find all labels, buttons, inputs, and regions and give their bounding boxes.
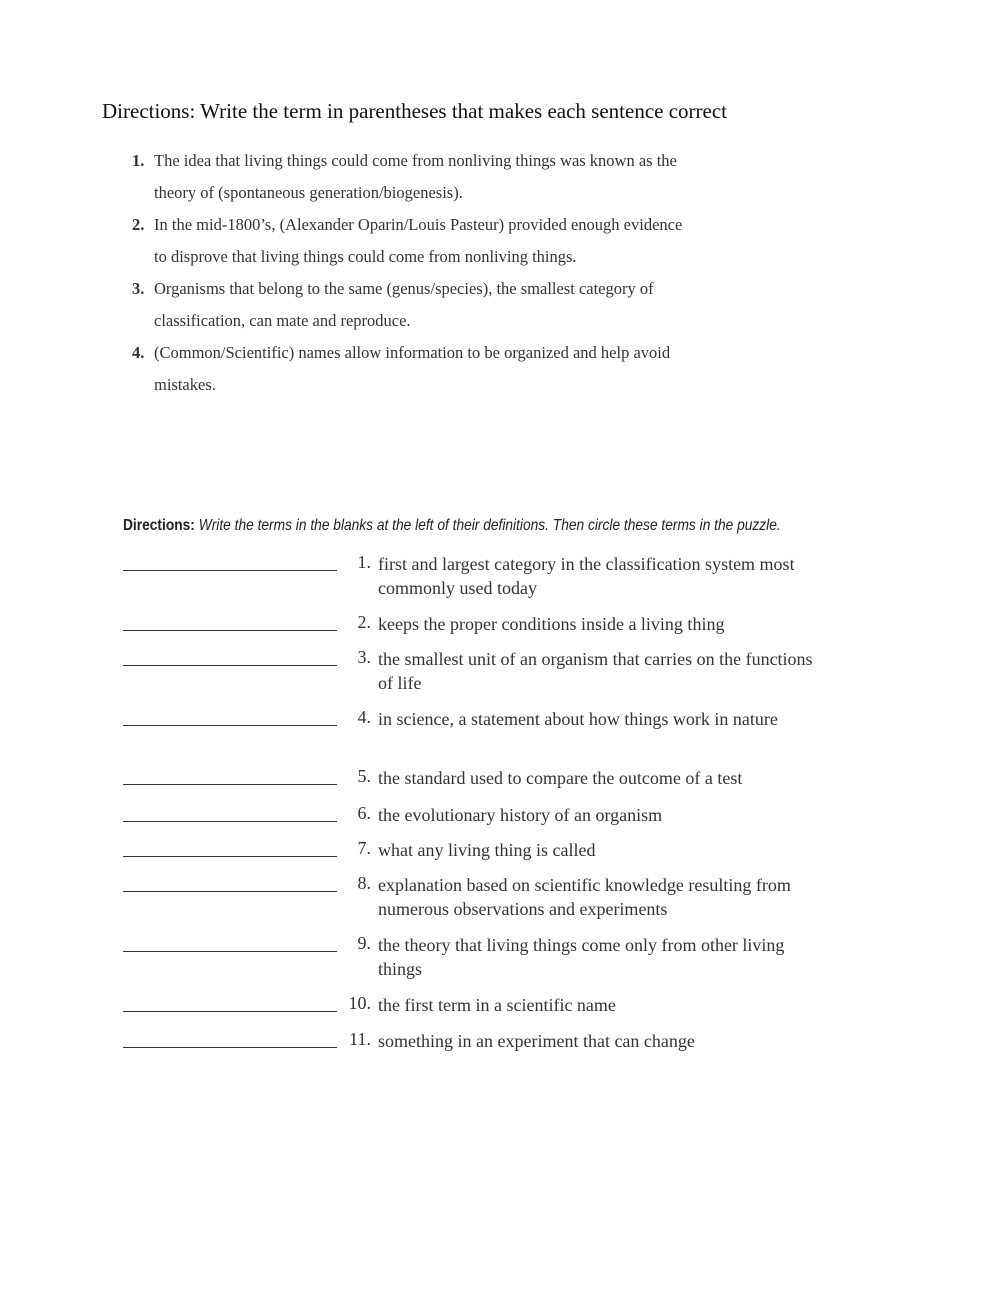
item-text-line2: classification, can mate and reproduce.	[154, 311, 411, 330]
definition-text: the standard used to compare the outcome of a test	[378, 768, 743, 788]
item-number: 6.	[357, 803, 371, 823]
item-number: 2.	[357, 612, 371, 632]
definition-text: something in an experiment that can change	[378, 1031, 695, 1051]
definition-text: the smallest unit of an organism that carries on the functions of life	[378, 649, 813, 693]
definition-text: what any living thing is called	[378, 840, 596, 860]
answer-blank[interactable]	[123, 1011, 337, 1012]
answer-blank[interactable]	[123, 1047, 337, 1048]
directions-text: Write the terms in the blanks at the left of their definitions. Then circle these terms in the puzzle.	[198, 517, 781, 534]
directions-label: Directions:	[123, 517, 195, 534]
item-number: 4.	[132, 343, 145, 362]
definition-text: the evolutionary history of an organism	[378, 805, 663, 825]
definition-text: in science, a statement about how things work in nature	[378, 709, 778, 729]
list-item	[132, 273, 812, 337]
answer-blank[interactable]	[123, 951, 337, 952]
answer-blank[interactable]	[123, 856, 337, 857]
item-number: 1.	[132, 151, 145, 170]
item-number: 9.	[357, 933, 371, 953]
item-text-line1: Organisms that belong to the same (genus/species), the smallest category of	[154, 279, 654, 298]
answer-blank[interactable]	[123, 630, 337, 631]
definition-text: the first term in a scientific name	[378, 995, 616, 1015]
item-text-line2: mistakes.	[154, 375, 216, 394]
section2-directions	[123, 517, 781, 535]
item-number: 2.	[132, 215, 145, 234]
section1-list	[132, 145, 812, 401]
answer-blank[interactable]	[123, 784, 337, 785]
list-item	[132, 337, 812, 401]
item-number: 4.	[357, 707, 371, 727]
item-number: 1.	[357, 552, 371, 572]
section1-directions: Directions: Write the term in parentheses that makes each sentence correct	[102, 99, 727, 123]
item-number: 3.	[357, 647, 371, 667]
item-number: 3.	[132, 279, 145, 298]
item-text-line2: to disprove that living things could come from nonliving things.	[154, 247, 577, 266]
answer-blank[interactable]	[123, 821, 337, 822]
item-number: 10.	[348, 993, 371, 1013]
answer-blank[interactable]	[123, 665, 337, 666]
answer-blank[interactable]	[123, 891, 337, 892]
list-item	[132, 209, 812, 273]
item-number: 7.	[357, 838, 371, 858]
item-number: 5.	[357, 766, 371, 786]
item-number: 11.	[349, 1029, 371, 1049]
definition-text: the theory that living things come only from other living things	[378, 935, 785, 979]
list-item	[132, 145, 812, 209]
definition-text: keeps the proper conditions inside a living thing	[378, 614, 725, 634]
definition-text: explanation based on scientific knowledge resulting from numerous observations and experiments	[378, 875, 791, 919]
item-number: 8.	[357, 873, 371, 893]
answer-blank[interactable]	[123, 570, 337, 571]
definition-text: first and largest category in the classification system most commonly used today	[378, 554, 795, 598]
item-text-line1: The idea that living things could come from nonliving things was known as the	[154, 151, 677, 170]
item-text-line1: In the mid-1800’s, (Alexander Oparin/Louis Pasteur) provided enough evidence	[154, 215, 683, 234]
item-text-line1: (Common/Scientific) names allow information to be organized and help avoid	[154, 343, 671, 362]
item-text-line2: theory of (spontaneous generation/biogenesis).	[154, 183, 463, 202]
answer-blank[interactable]	[123, 725, 337, 726]
